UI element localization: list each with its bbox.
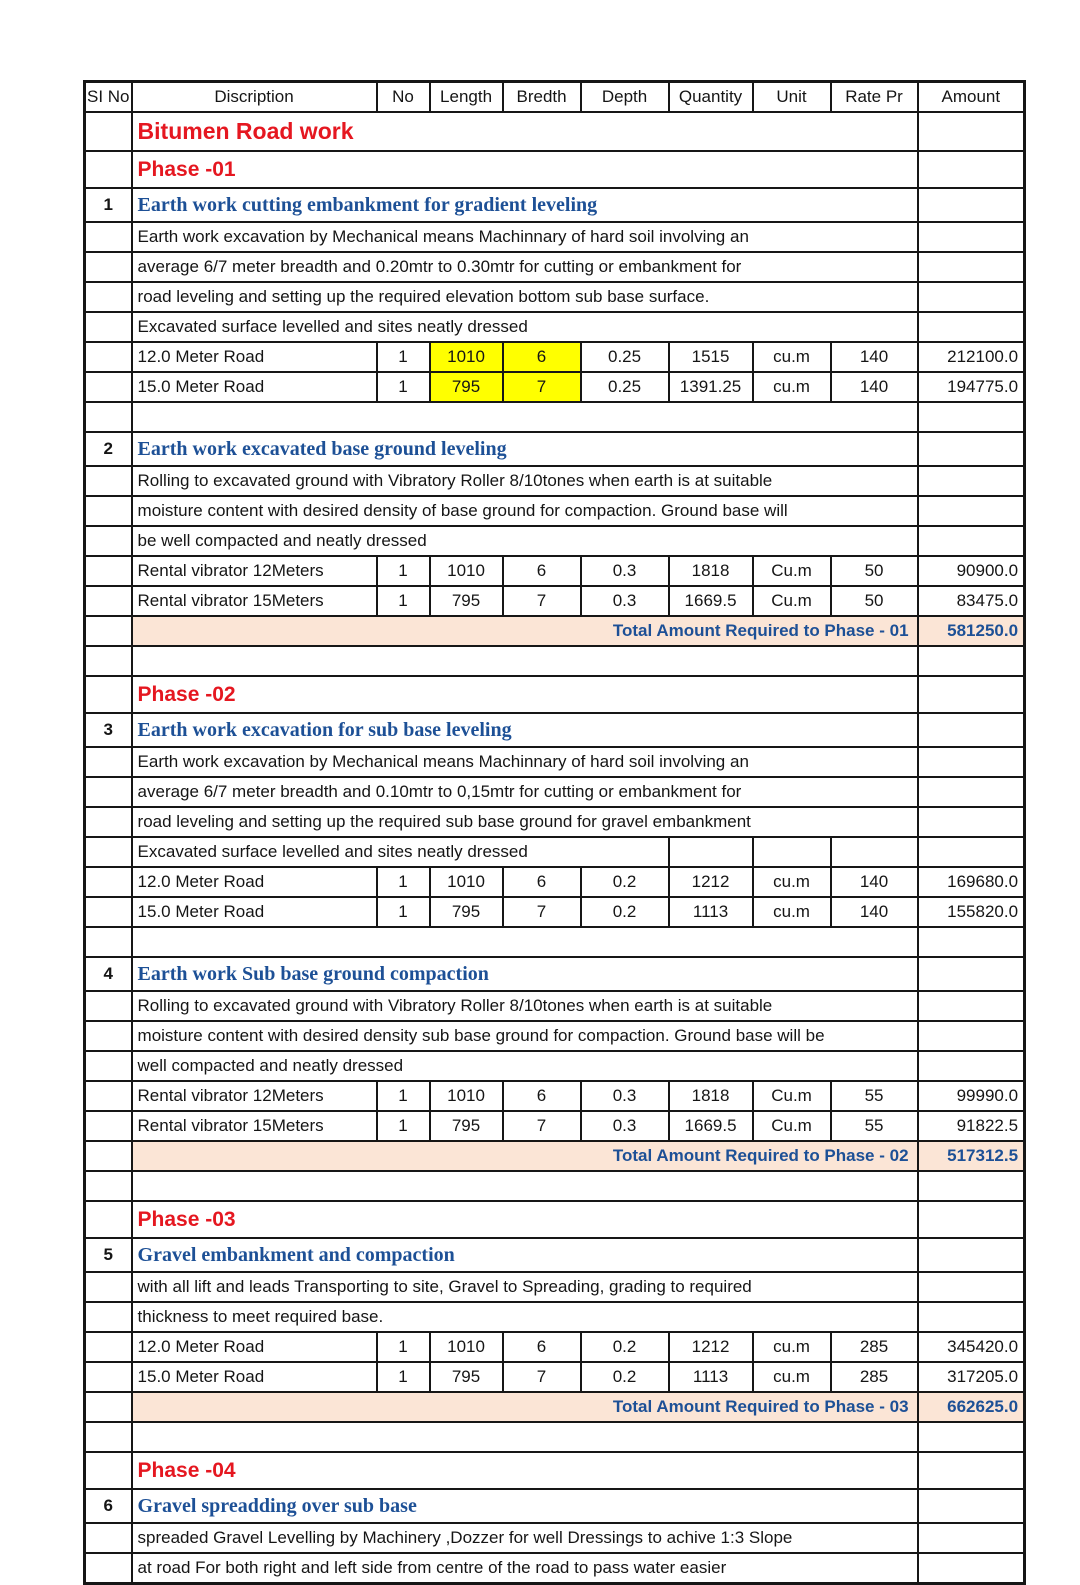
desc-row bbox=[85, 496, 1025, 526]
cell-si bbox=[85, 342, 132, 372]
desc-row bbox=[85, 991, 1025, 1021]
cell-si-number: 6 bbox=[85, 1489, 132, 1523]
description-text: average 6/7 meter breadth and 0.10mtr to 0,15mtr for cutting or embankment for bbox=[132, 777, 918, 807]
cell-si bbox=[85, 867, 132, 897]
description-text: Rolling to excavated ground with Vibratory Roller 8/10tones when earth is at suitable bbox=[132, 466, 918, 496]
cell-si-number bbox=[85, 1141, 132, 1171]
cell-desc: Rental vibrator 12Meters bbox=[132, 556, 377, 586]
cell-si-number bbox=[85, 1392, 132, 1422]
description-text: with all lift and leads Transporting to site, Gravel to Spreading, grading to required bbox=[132, 1272, 918, 1302]
cell-bredth: 6 bbox=[503, 1081, 581, 1111]
cell-rate: 140 bbox=[831, 372, 918, 402]
cell-amount: 99990.0 bbox=[918, 1081, 1025, 1111]
section-heading: Earth work excavation for sub base leveling bbox=[132, 713, 918, 747]
empty-row bbox=[85, 1422, 1025, 1452]
cell-si bbox=[85, 372, 132, 402]
cell-quantity: 1113 bbox=[669, 1362, 753, 1392]
description-text bbox=[132, 1422, 918, 1452]
desc-row bbox=[85, 526, 1025, 556]
cell-amount bbox=[918, 1171, 1025, 1201]
cell-bredth: 7 bbox=[503, 1362, 581, 1392]
cell-si-number bbox=[85, 777, 132, 807]
cell-amount bbox=[918, 1201, 1025, 1238]
cell-unit: cu.m bbox=[753, 867, 831, 897]
cell-amount: 317205.0 bbox=[918, 1362, 1025, 1392]
cell-rate: 140 bbox=[831, 867, 918, 897]
cell-si-number bbox=[85, 927, 132, 957]
cell-unit: cu.m bbox=[753, 372, 831, 402]
cell-desc: 12.0 Meter Road bbox=[132, 1332, 377, 1362]
phase-title: Phase -04 bbox=[132, 1452, 918, 1489]
cell-quantity: 1669.5 bbox=[669, 586, 753, 616]
cell-amount bbox=[918, 112, 1025, 151]
cell-amount bbox=[918, 747, 1025, 777]
cell-amount bbox=[918, 837, 1025, 867]
section-heading: Gravel spreadding over sub base bbox=[132, 1489, 918, 1523]
cell-amount bbox=[918, 432, 1025, 466]
section-heading: Gravel embankment and compaction bbox=[132, 1238, 918, 1272]
description-text: be well compacted and neatly dressed bbox=[132, 526, 918, 556]
cell-amount bbox=[918, 222, 1025, 252]
cell-no: 1 bbox=[377, 556, 430, 586]
cell-si-number bbox=[85, 1523, 132, 1553]
cell-depth: 0.25 bbox=[581, 372, 669, 402]
description-text bbox=[132, 927, 918, 957]
cell-amount bbox=[918, 402, 1025, 432]
cell-si-number bbox=[85, 837, 132, 867]
cell-quantity bbox=[669, 837, 753, 867]
total-label: Total Amount Required to Phase - 01 bbox=[132, 616, 918, 646]
cell-no: 1 bbox=[377, 1332, 430, 1362]
cell-depth: 0.2 bbox=[581, 897, 669, 927]
description-text: Rolling to excavated ground with Vibratory Roller 8/10tones when earth is at suitable bbox=[132, 991, 918, 1021]
phase-row bbox=[85, 676, 1025, 713]
cell-desc: 12.0 Meter Road bbox=[132, 867, 377, 897]
title-row bbox=[85, 112, 1025, 151]
cell-quantity: 1669.5 bbox=[669, 1111, 753, 1141]
cell-length: 1010 bbox=[430, 867, 503, 897]
section-row bbox=[85, 188, 1025, 222]
cell-si-number bbox=[85, 252, 132, 282]
cell-desc: 15.0 Meter Road bbox=[132, 372, 377, 402]
desc-row bbox=[85, 1051, 1025, 1081]
estimate-sheet bbox=[83, 80, 1026, 1585]
description-text: well compacted and neatly dressed bbox=[132, 1051, 918, 1081]
cell-amount: 194775.0 bbox=[918, 372, 1025, 402]
data-row bbox=[85, 1111, 1025, 1141]
cell-si-number bbox=[85, 676, 132, 713]
cell-amount bbox=[918, 957, 1025, 991]
total-amount: 662625.0 bbox=[918, 1392, 1025, 1422]
cell-si-number bbox=[85, 1452, 132, 1489]
total-label: Total Amount Required to Phase - 03 bbox=[132, 1392, 918, 1422]
cell-quantity: 1113 bbox=[669, 897, 753, 927]
cell-length: 795 bbox=[430, 1362, 503, 1392]
cell-amount bbox=[918, 777, 1025, 807]
section-row bbox=[85, 432, 1025, 466]
data-row bbox=[85, 586, 1025, 616]
empty-row bbox=[85, 646, 1025, 676]
cell-amount bbox=[918, 1452, 1025, 1489]
section-row bbox=[85, 713, 1025, 747]
cell-length: 1010 bbox=[430, 1081, 503, 1111]
cell-no: 1 bbox=[377, 372, 430, 402]
total-row bbox=[85, 1392, 1025, 1422]
cell-amount: 212100.0 bbox=[918, 342, 1025, 372]
total-row bbox=[85, 616, 1025, 646]
cell-depth: 0.3 bbox=[581, 556, 669, 586]
cell-unit: Cu.m bbox=[753, 556, 831, 586]
data-row bbox=[85, 372, 1025, 402]
cell-bredth: 6 bbox=[503, 556, 581, 586]
description-text bbox=[132, 1171, 918, 1201]
cell-si-number bbox=[85, 151, 132, 188]
cell-no: 1 bbox=[377, 1081, 430, 1111]
cell-si-number bbox=[85, 807, 132, 837]
cell-si-number bbox=[85, 466, 132, 496]
cell-si-number bbox=[85, 1201, 132, 1238]
column-header-amount: Amount bbox=[918, 82, 1025, 113]
cell-si-number: 2 bbox=[85, 432, 132, 466]
cell-depth: 0.25 bbox=[581, 342, 669, 372]
cell-amount bbox=[918, 646, 1025, 676]
cell-si-number bbox=[85, 402, 132, 432]
phase-row bbox=[85, 1201, 1025, 1238]
cell-amount bbox=[918, 1523, 1025, 1553]
cell-length: 1010 bbox=[430, 556, 503, 586]
cell-unit: Cu.m bbox=[753, 1111, 831, 1141]
column-header-length: Length bbox=[430, 82, 503, 113]
phase-title: Phase -01 bbox=[132, 151, 918, 188]
cell-si-number bbox=[85, 1422, 132, 1452]
cell-amount bbox=[918, 466, 1025, 496]
cell-depth: 0.2 bbox=[581, 1332, 669, 1362]
desc-row bbox=[85, 747, 1025, 777]
cell-rate: 55 bbox=[831, 1081, 918, 1111]
cell-si-number bbox=[85, 282, 132, 312]
data-row bbox=[85, 867, 1025, 897]
cell-amount bbox=[918, 1021, 1025, 1051]
cell-si bbox=[85, 1111, 132, 1141]
column-header-unit: Unit bbox=[753, 82, 831, 113]
cell-si bbox=[85, 586, 132, 616]
cell-unit: cu.m bbox=[753, 1362, 831, 1392]
cell-si-number bbox=[85, 312, 132, 342]
cell-quantity: 1818 bbox=[669, 556, 753, 586]
cell-depth: 0.3 bbox=[581, 1111, 669, 1141]
cell-amount bbox=[918, 676, 1025, 713]
cell-si-number bbox=[85, 646, 132, 676]
column-header-no: No bbox=[377, 82, 430, 113]
cell-amount bbox=[918, 496, 1025, 526]
section-heading: Earth work excavated base ground leveling bbox=[132, 432, 918, 466]
empty-row bbox=[85, 402, 1025, 432]
section-row bbox=[85, 1238, 1025, 1272]
total-amount: 517312.5 bbox=[918, 1141, 1025, 1171]
description-text bbox=[132, 646, 918, 676]
cell-bredth: 6 bbox=[503, 342, 581, 372]
description-text: Earth work excavation by Mechanical means Machinnary of hard soil involving an bbox=[132, 747, 918, 777]
cell-amount bbox=[918, 252, 1025, 282]
cell-si-number bbox=[85, 1051, 132, 1081]
bill-of-quantities-table bbox=[83, 80, 1026, 1585]
desc-row bbox=[85, 1021, 1025, 1051]
phase-row bbox=[85, 1452, 1025, 1489]
description-text: Excavated surface levelled and sites neatly dressed bbox=[132, 837, 669, 867]
cell-si bbox=[85, 556, 132, 586]
cell-desc: Rental vibrator 15Meters bbox=[132, 1111, 377, 1141]
total-amount: 581250.0 bbox=[918, 616, 1025, 646]
desc-row bbox=[85, 1553, 1025, 1584]
column-header-si: SI No bbox=[85, 82, 132, 113]
cell-no: 1 bbox=[377, 586, 430, 616]
cell-si bbox=[85, 897, 132, 927]
cell-si bbox=[85, 1332, 132, 1362]
phase-title: Phase -02 bbox=[132, 676, 918, 713]
cell-si-number bbox=[85, 1021, 132, 1051]
cell-length: 795 bbox=[430, 897, 503, 927]
cell-no: 1 bbox=[377, 867, 430, 897]
cell-si-number: 1 bbox=[85, 188, 132, 222]
cell-si-number bbox=[85, 526, 132, 556]
desc-row bbox=[85, 807, 1025, 837]
data-row bbox=[85, 897, 1025, 927]
cell-amount bbox=[918, 1051, 1025, 1081]
cell-amount bbox=[918, 1302, 1025, 1332]
cell-amount bbox=[918, 526, 1025, 556]
desc-row bbox=[85, 282, 1025, 312]
cell-desc: 12.0 Meter Road bbox=[132, 342, 377, 372]
section-heading: Earth work Sub base ground compaction bbox=[132, 957, 918, 991]
data-row bbox=[85, 1362, 1025, 1392]
cell-bredth: 7 bbox=[503, 897, 581, 927]
cell-amount bbox=[918, 151, 1025, 188]
column-header-bredth: Bredth bbox=[503, 82, 581, 113]
description-text: thickness to meet required base. bbox=[132, 1302, 918, 1332]
cell-no: 1 bbox=[377, 1111, 430, 1141]
description-text: average 6/7 meter breadth and 0.20mtr to 0.30mtr for cutting or embankment for bbox=[132, 252, 918, 282]
cell-rate: 285 bbox=[831, 1362, 918, 1392]
description-text: road leveling and setting up the required elevation bottom sub base surface. bbox=[132, 282, 918, 312]
cell-unit: Cu.m bbox=[753, 586, 831, 616]
description-text: at road For both right and left side from centre of the road to pass water easier bbox=[132, 1553, 918, 1584]
description-text: road leveling and setting up the required sub base ground for gravel embankment bbox=[132, 807, 918, 837]
total-row bbox=[85, 1141, 1025, 1171]
cell-depth: 0.3 bbox=[581, 586, 669, 616]
cell-si-number bbox=[85, 1553, 132, 1584]
cell-si-number bbox=[85, 112, 132, 151]
cell-amount bbox=[918, 991, 1025, 1021]
desc-row bbox=[85, 466, 1025, 496]
cell-amount bbox=[918, 1553, 1025, 1584]
total-label: Total Amount Required to Phase - 02 bbox=[132, 1141, 918, 1171]
cell-si bbox=[85, 1081, 132, 1111]
cell-si-number bbox=[85, 496, 132, 526]
column-header-rate: Rate Pr bbox=[831, 82, 918, 113]
cell-si-number: 3 bbox=[85, 713, 132, 747]
cell-amount bbox=[918, 282, 1025, 312]
description-text: spreaded Gravel Levelling by Machinery ,Dozzer for well Dressings to achive 1:3 Slope bbox=[132, 1523, 918, 1553]
cell-length: 795 bbox=[430, 1111, 503, 1141]
cell-si-number: 4 bbox=[85, 957, 132, 991]
cell-bredth: 6 bbox=[503, 867, 581, 897]
cell-amount bbox=[918, 188, 1025, 222]
description-text: moisture content with desired density sub base ground for compaction. Ground base will be bbox=[132, 1021, 918, 1051]
cell-depth: 0.3 bbox=[581, 1081, 669, 1111]
cell-si-number bbox=[85, 1302, 132, 1332]
cell-amount bbox=[918, 312, 1025, 342]
cell-si bbox=[85, 1362, 132, 1392]
cell-desc: Rental vibrator 15Meters bbox=[132, 586, 377, 616]
desc-row bbox=[85, 1302, 1025, 1332]
cell-rate: 285 bbox=[831, 1332, 918, 1362]
cell-amount: 169680.0 bbox=[918, 867, 1025, 897]
cell-length: 795 bbox=[430, 586, 503, 616]
cell-quantity: 1212 bbox=[669, 1332, 753, 1362]
header-row bbox=[85, 82, 1025, 113]
cell-amount: 345420.0 bbox=[918, 1332, 1025, 1362]
cell-no: 1 bbox=[377, 1362, 430, 1392]
data-row bbox=[85, 1332, 1025, 1362]
cell-amount bbox=[918, 927, 1025, 957]
description-text: Earth work excavation by Mechanical means Machinnary of hard soil involving an bbox=[132, 222, 918, 252]
cell-depth: 0.2 bbox=[581, 1362, 669, 1392]
work-title: Bitumen Road work bbox=[132, 112, 918, 151]
data-row bbox=[85, 556, 1025, 586]
empty-row bbox=[85, 1171, 1025, 1201]
cell-unit: cu.m bbox=[753, 1332, 831, 1362]
cell-unit: cu.m bbox=[753, 342, 831, 372]
cell-quantity: 1212 bbox=[669, 867, 753, 897]
cell-bredth: 7 bbox=[503, 1111, 581, 1141]
desc-row bbox=[85, 1523, 1025, 1553]
section-heading: Earth work cutting embankment for gradient leveling bbox=[132, 188, 918, 222]
cell-length: 1010 bbox=[430, 1332, 503, 1362]
description-text: moisture content with desired density of base ground for compaction. Ground base will bbox=[132, 496, 918, 526]
cell-amount: 91822.5 bbox=[918, 1111, 1025, 1141]
phase-title: Phase -03 bbox=[132, 1201, 918, 1238]
cell-si-number bbox=[85, 222, 132, 252]
cell-unit: cu.m bbox=[753, 897, 831, 927]
cell-si-number bbox=[85, 747, 132, 777]
cell-unit: Cu.m bbox=[753, 1081, 831, 1111]
desc-row bbox=[85, 312, 1025, 342]
desc-row bbox=[85, 1272, 1025, 1302]
desc-row bbox=[85, 777, 1025, 807]
column-header-desc: Discription bbox=[132, 82, 377, 113]
data-row bbox=[85, 1081, 1025, 1111]
cell-rate: 140 bbox=[831, 342, 918, 372]
cell-amount bbox=[918, 1238, 1025, 1272]
cell-si-number bbox=[85, 1272, 132, 1302]
cell-length: 795 bbox=[430, 372, 503, 402]
cell-quantity: 1391.25 bbox=[669, 372, 753, 402]
cell-rate: 50 bbox=[831, 556, 918, 586]
description-text bbox=[132, 402, 918, 432]
cell-si-number: 5 bbox=[85, 1238, 132, 1272]
cell-no: 1 bbox=[377, 897, 430, 927]
cell-amount: 83475.0 bbox=[918, 586, 1025, 616]
cell-desc: 15.0 Meter Road bbox=[132, 897, 377, 927]
cell-amount: 155820.0 bbox=[918, 897, 1025, 927]
phase-row bbox=[85, 151, 1025, 188]
cell-bredth: 6 bbox=[503, 1332, 581, 1362]
section-row bbox=[85, 957, 1025, 991]
desc-row bbox=[85, 222, 1025, 252]
empty-row bbox=[85, 927, 1025, 957]
cell-rate: 55 bbox=[831, 1111, 918, 1141]
cell-amount bbox=[918, 1422, 1025, 1452]
column-header-depth: Depth bbox=[581, 82, 669, 113]
cell-si-number bbox=[85, 991, 132, 1021]
cell-length: 1010 bbox=[430, 342, 503, 372]
cell-amount bbox=[918, 807, 1025, 837]
cell-amount: 90900.0 bbox=[918, 556, 1025, 586]
cell-amount bbox=[918, 1489, 1025, 1523]
cell-bredth: 7 bbox=[503, 586, 581, 616]
desc-row bbox=[85, 252, 1025, 282]
cell-rate bbox=[831, 837, 918, 867]
desc-row bbox=[85, 837, 1025, 867]
cell-si-number bbox=[85, 1171, 132, 1201]
cell-amount bbox=[918, 713, 1025, 747]
cell-desc: Rental vibrator 12Meters bbox=[132, 1081, 377, 1111]
cell-quantity: 1818 bbox=[669, 1081, 753, 1111]
section-row bbox=[85, 1489, 1025, 1523]
cell-bredth: 7 bbox=[503, 372, 581, 402]
cell-si-number bbox=[85, 616, 132, 646]
cell-depth: 0.2 bbox=[581, 867, 669, 897]
cell-quantity: 1515 bbox=[669, 342, 753, 372]
column-header-quantity: Quantity bbox=[669, 82, 753, 113]
data-row bbox=[85, 342, 1025, 372]
cell-amount bbox=[918, 1272, 1025, 1302]
cell-desc: 15.0 Meter Road bbox=[132, 1362, 377, 1392]
cell-rate: 50 bbox=[831, 586, 918, 616]
cell-no: 1 bbox=[377, 342, 430, 372]
description-text: Excavated surface levelled and sites neatly dressed bbox=[132, 312, 918, 342]
cell-unit bbox=[753, 837, 831, 867]
cell-rate: 140 bbox=[831, 897, 918, 927]
